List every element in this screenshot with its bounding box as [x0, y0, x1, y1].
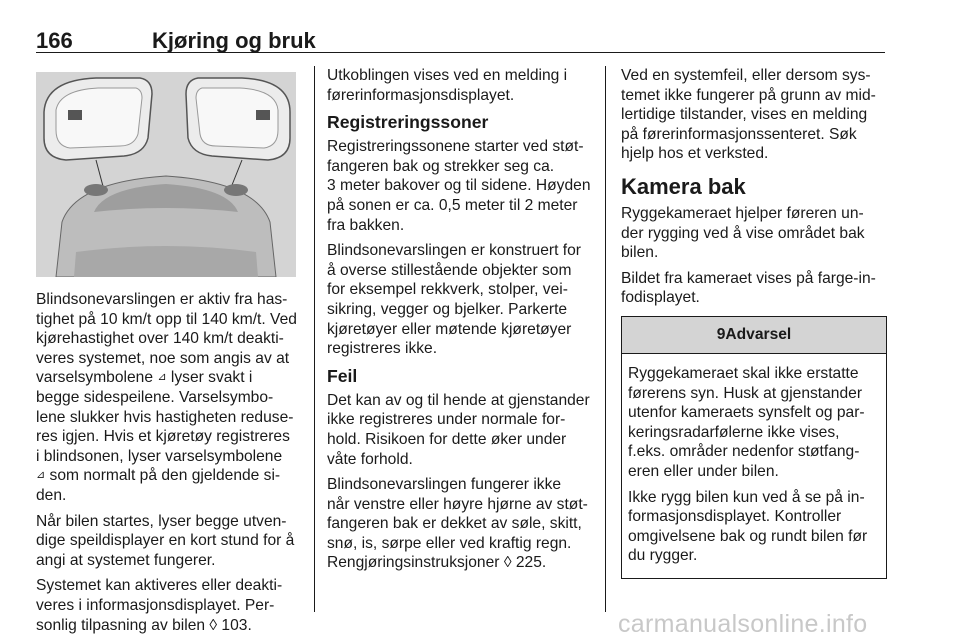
paragraph-deactivation-message [327, 66, 595, 105]
text-line: Blindsonevarslingen er konstruert for [327, 242, 581, 260]
text-line: i blindsonen, lyser varselsymbolene [36, 447, 283, 465]
text-line: varselsymbolene [36, 369, 158, 387]
text-line: som normalt på den gjeldende si- [45, 467, 281, 485]
column-2 [327, 66, 595, 579]
paragraph-not-detected [327, 391, 595, 469]
heading-rear-camera: Kamera bak [621, 173, 746, 199]
text-line: lyser svakt i [166, 369, 253, 387]
warning-header [622, 317, 886, 354]
text-line: veres systemet, noe som angis av at [36, 349, 290, 367]
paragraph-zones [327, 137, 595, 235]
text-line: sonlig tilpasning av bilen [36, 616, 210, 634]
car-mirrors-drawing [36, 72, 296, 277]
text-line: keringsradarfølerne ikke vises, [628, 423, 840, 441]
blind-spot-illustration [36, 72, 296, 277]
paragraph-camera-display [621, 269, 887, 308]
paragraph-covered-bumper [327, 475, 595, 573]
text-line: Blindsonevarslingen fungerer ikke [327, 476, 562, 494]
text-line: fangeren bak og strekker seg ca. [327, 157, 555, 175]
heading-registration-zones: Registreringssoner [327, 112, 489, 133]
warning-title: Advarsel [725, 325, 792, 343]
page-reference-link[interactable]: 103. [217, 616, 252, 634]
text-line: sikring, vegger og bjelker. Parkerte [327, 300, 568, 318]
text-line: fra bakken. [327, 216, 405, 234]
column-1 [36, 290, 302, 641]
text-line: begge sidespeilene. Varselsymbo- [36, 388, 274, 406]
text-line: snø, is, sørpe eller ved kraftig regn. [327, 534, 572, 552]
text-line: kjørehastighet over 140 km/t deakti- [36, 330, 284, 348]
text-line: angi at systemet fungerer. [36, 551, 216, 569]
page-reference-link[interactable]: 225. [511, 554, 547, 572]
blind-spot-warning-icon: ⊿ [36, 469, 46, 482]
text-line: tighet på 10 km/t opp til 140 km/t. Ved [36, 310, 297, 328]
text-line: den. [36, 486, 67, 504]
page-header [36, 26, 885, 53]
text-line: formasjonsdisplayet. Kontroller [628, 508, 842, 526]
text-line: førerinformasjonsdisplayet. [327, 86, 515, 104]
text-line: Ikke rygg bilen kun ved å se på in- [628, 488, 865, 506]
text-line: dige speildisplayer en kort stund for å [36, 532, 295, 550]
text-line: fodisplayet. [621, 289, 700, 307]
text-line: hjelp hos et verksted. [621, 145, 769, 163]
text-line: omgivelsene bak og rundt bilen før [628, 527, 868, 545]
text-line: fangeren bak er dekket av søle, skitt, [327, 515, 582, 533]
column-divider-1 [314, 66, 315, 612]
text-line: Systemet kan aktiveres eller deakti- [36, 577, 283, 595]
column-divider-2 [605, 66, 606, 612]
warning-paragraph [628, 488, 880, 566]
watermark: carmanualsonline.info [618, 610, 868, 638]
text-line: å overse stillestående objekter som [327, 261, 572, 279]
text-line: kjøretøyer eller møtende kjøretøyer [327, 320, 572, 338]
warning-icon: 9 [716, 325, 726, 343]
text-line: registreres ikke. [327, 340, 438, 358]
paragraph-activation [36, 576, 302, 635]
paragraph-blind-spot-active [36, 290, 302, 506]
text-line: temet ikke fungerer på grunn av mid- [621, 86, 876, 104]
text-line: Blindsonevarslingen er aktiv fra has- [36, 291, 288, 308]
text-line: 3 meter bakover og til sidene. Høyden [327, 177, 591, 195]
text-line: hold. Risikoen for dette øker under [327, 430, 567, 448]
paragraph-system-error [621, 66, 887, 164]
text-line: f.eks. områder nedenfor støtfang- [628, 443, 860, 461]
text-line: for eksempel rekkverk, stolper, vei- [327, 281, 568, 299]
text-line: Ryggekameraet skal ikke erstatte [628, 364, 859, 382]
text-line: eren eller under bilen. [628, 462, 779, 480]
text-line: bilen. [621, 244, 659, 262]
text-line: ikke registreres under normale for- [327, 411, 566, 429]
text-line: Ved en systemfeil, eller dersom sys- [621, 67, 871, 84]
text-line: lene slukker hvis hastigheten reduse- [36, 408, 294, 426]
warning-body [622, 354, 886, 578]
page-reference-arrow-icon: ◊ [503, 554, 512, 572]
text-line: på førerinformasjonssenteret. Søk [621, 125, 857, 143]
text-line: Registreringssonene starter ved støt- [327, 138, 584, 156]
text-line: utenfor kameraets synsfelt og par- [628, 404, 865, 422]
text-line: lertidige tilstander, vises en melding [621, 106, 868, 124]
paragraph-camera-helps [621, 204, 887, 263]
text-line: når venstre eller høyre hjørne av støt- [327, 495, 588, 513]
column-3 [621, 66, 887, 579]
text-line: du rygger. [628, 547, 698, 565]
paragraph-stationary-objects [327, 241, 595, 359]
page-reference-arrow-icon: ◊ [209, 616, 218, 634]
text-line: veres i informasjonsdisplayet. Per- [36, 596, 275, 614]
warning-paragraph [628, 364, 880, 482]
paragraph-startup [36, 512, 302, 571]
text-line: Bildet fra kameraet vises på farge-in- [621, 269, 876, 287]
page-number: 166 [36, 28, 73, 53]
heading-fault: Feil [327, 365, 358, 386]
text-line: våte forhold. [327, 450, 413, 468]
text-line: Ryggekameraet hjelper føreren un- [621, 204, 864, 222]
text-line: Utkoblingen vises ved en melding i [327, 67, 568, 84]
text-line: Rengjøringsinstruksjoner [327, 554, 504, 572]
text-line: Det kan av og til hende at gjenstander [327, 391, 590, 409]
section-title: Kjøring og bruk [152, 28, 316, 53]
warning-box [621, 316, 887, 579]
blind-spot-warning-icon: ⊿ [157, 371, 167, 384]
text-line: res igjen. Hvis et kjøretøy registreres [36, 428, 290, 446]
text-line: Når bilen startes, lyser begge utven- [36, 512, 287, 530]
text-line: på sonen er ca. 0,5 meter til 2 meter [327, 196, 578, 214]
text-line: førerens syn. Husk at gjenstander [628, 384, 863, 402]
text-line: der rygging ved å vise området bak [621, 224, 865, 242]
